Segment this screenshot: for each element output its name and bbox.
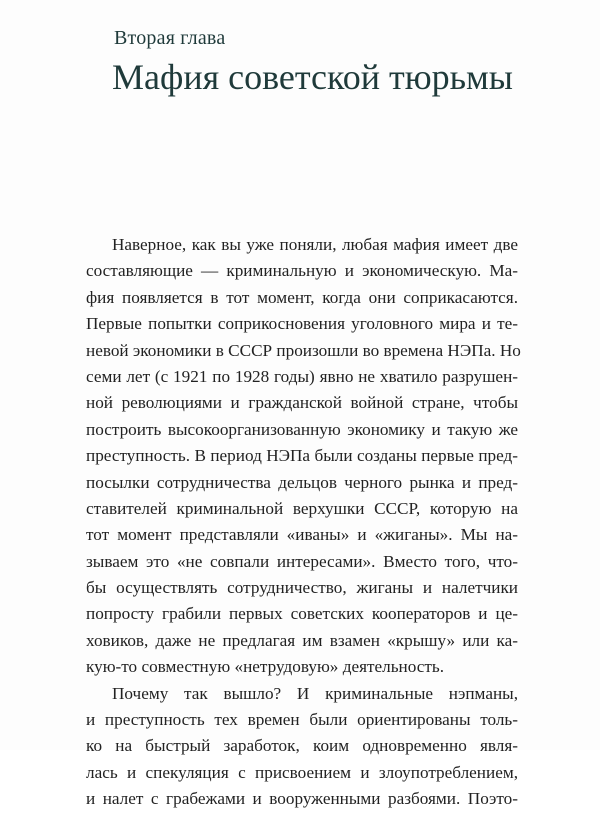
paragraph-2 xyxy=(86,681,518,813)
text-line: Первые попытки соприкосновения уголовного мира и те- xyxy=(86,314,518,334)
text-line: ко на быстрый заработок, коим одновременно явля- xyxy=(86,736,518,756)
text-line: бы осуществлять сотрудничество, жиганы и налетчики xyxy=(86,578,518,598)
text-line: зываем это «не совпали интересами». Вместо того, что- xyxy=(86,551,518,571)
text-line: тот момент представляли «иваны» и «жиганы». Мы на- xyxy=(86,525,518,545)
text-line: и преступность тех времен были ориентированы толь- xyxy=(86,710,518,730)
chapter-label: Вторая глава xyxy=(114,27,226,49)
text-line: семи лет (с 1921 по 1928 годы) явно не хватило разрушен- xyxy=(86,366,518,386)
text-line: ставителей криминальной верхушки СССР, которую на xyxy=(86,498,518,518)
text-line: составляющие — криминальную и экономическую. Ма- xyxy=(86,261,518,281)
text-line: ховиков, даже не предлагая им взамен «крышу» или ка- xyxy=(86,630,518,650)
body-text xyxy=(86,232,521,813)
text-line: лась и спекуляция с присвоением и злоупотреблением, xyxy=(86,762,518,782)
text-line: ной революциями и гражданской войной стране, чтобы xyxy=(86,393,518,413)
text-line: преступность. В период НЭПа были созданы первые пред- xyxy=(86,446,518,466)
chapter-title: Мафия советской тюрьмы xyxy=(112,57,513,97)
text-line: попросту грабили первых советских кооператоров и це- xyxy=(86,604,518,624)
text-line: Наверное, как вы уже поняли, любая мафия имеет две xyxy=(112,235,518,254)
paragraph-1 xyxy=(86,232,521,681)
text-line: невой экономики в СССР произошли во времена НЭПа. Но xyxy=(86,340,521,360)
text-line: построить высокоорганизованную экономику и такую же xyxy=(86,419,518,439)
text-line: Почему так вышло? И криминальные нэпманы, xyxy=(112,683,518,703)
text-line: фия появляется в тот момент, когда они соприкасаются. xyxy=(86,287,518,307)
text-line: посылки сотрудничества дельцов черного рынка и пред- xyxy=(86,472,518,492)
text-line: и налет с грабежами и вооруженными разбоями. Поэто- xyxy=(86,789,518,809)
text-line: кую-то совместную «нетрудовую» деятельность. xyxy=(86,657,445,677)
